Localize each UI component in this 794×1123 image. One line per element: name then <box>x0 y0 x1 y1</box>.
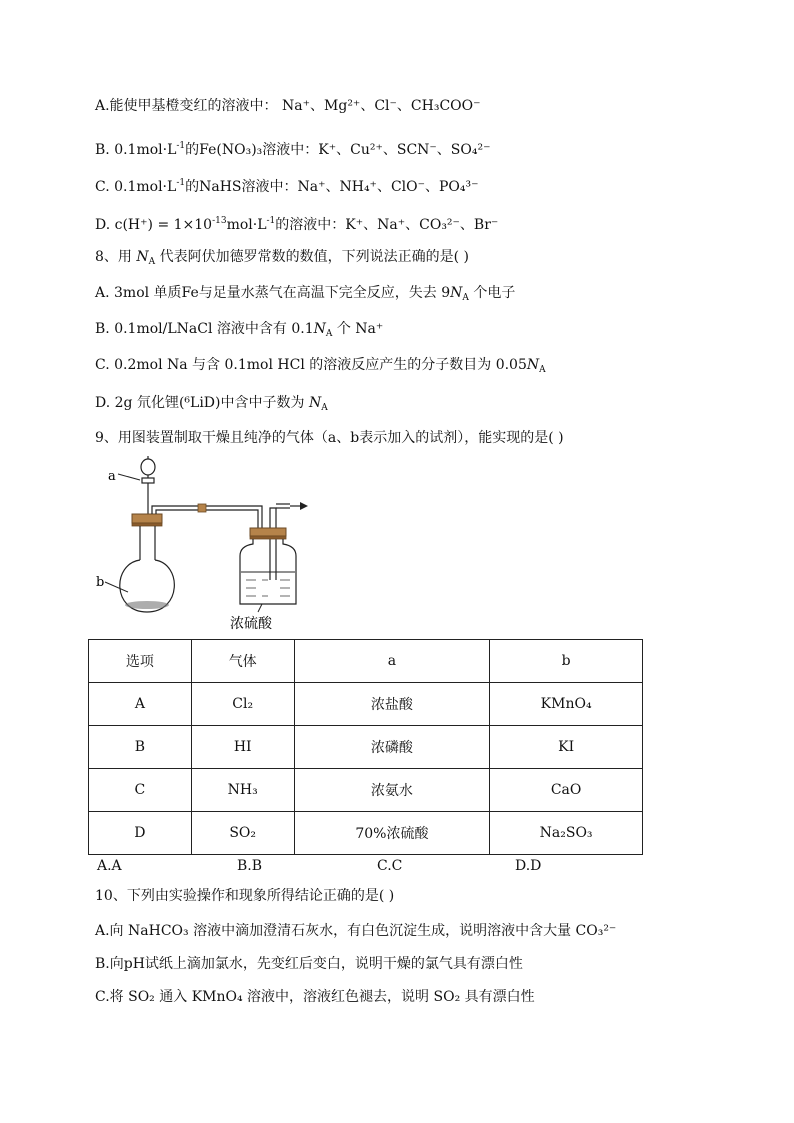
avogadro-sub: A <box>148 257 156 267</box>
q7-option-d <box>95 211 498 235</box>
table-cell: 浓盐酸 <box>294 683 490 726</box>
table-cell: 浓磷酸 <box>294 726 490 769</box>
answer-choice: B.B <box>237 858 263 874</box>
q7-option-a: A.能使甲基橙变红的溶液中： Na⁺、Mg²⁺、Cl⁻、CH₃COO⁻ <box>95 98 481 114</box>
rubber-connector <box>198 504 206 512</box>
q8-b-text: B. 0.1mol/LNaCl 溶液中含有 0.1 <box>95 321 314 337</box>
q7-b-sup: -1 <box>176 141 186 151</box>
q7-d-sup2: -1 <box>266 216 276 226</box>
table-cell: Na₂SO₃ <box>490 812 643 855</box>
table-header: 气体 <box>191 640 294 683</box>
table-cell: HI <box>191 726 294 769</box>
q8-stem-b: 代表阿伏加德罗常数的数值，下列说法正确的是( ) <box>159 249 469 265</box>
bottle-caption: 浓硫酸 <box>230 616 272 632</box>
ion: Na⁺ <box>282 98 311 114</box>
table-header: b <box>490 640 643 683</box>
table-row <box>89 683 643 726</box>
avogadro-symbol: N <box>450 285 463 301</box>
table-cell: A <box>89 683 192 726</box>
answer-choice: A.A <box>97 858 122 874</box>
q7-c-sup: -1 <box>176 178 186 188</box>
flask-stopper <box>132 514 162 523</box>
q8-a-tail: 个电子 <box>473 285 516 301</box>
q8-stem <box>95 247 469 272</box>
q7-b-mid: 的 <box>185 142 200 158</box>
q7-c-mid: 的NaHS溶液中： <box>185 179 298 195</box>
q8-d-text: D. 2g 氘化锂(⁶LiD)中含中子数为 <box>95 395 309 411</box>
table-row <box>89 769 643 812</box>
q10-stem: 10、下列由实验操作和现象所得结论正确的是( ) <box>95 888 395 904</box>
q7-d-prefix: D. c(H⁺) = 1×10 <box>95 217 213 233</box>
q7-option-c <box>95 173 479 197</box>
apparatus-diagram <box>90 452 320 637</box>
q7-c-prefix: C. 0.1mol·L <box>95 179 177 195</box>
table-header: a <box>294 640 490 683</box>
avogadro-symbol: N <box>136 249 149 265</box>
q7-b-after: 溶液中： <box>262 142 319 158</box>
avogadro-symbol: N <box>526 357 540 373</box>
table-header-row <box>89 640 643 683</box>
q8-stem-a: 8、用 <box>95 249 132 265</box>
table-row <box>89 812 643 855</box>
q8-b-tail: 个 Na⁺ <box>336 321 384 337</box>
table-cell: CaO <box>490 769 643 812</box>
label-a: a <box>108 469 116 484</box>
q7-d-sup1: -13 <box>212 216 227 226</box>
arrow-icon <box>300 502 308 510</box>
table-cell: D <box>89 812 192 855</box>
q7-b-formula: Fe(NO₃)₃ <box>199 142 263 158</box>
answer-choice: C.C <box>377 858 403 874</box>
separatory-funnel <box>141 456 155 514</box>
table-cell: KMnO₄ <box>490 683 643 726</box>
bottle-stopper <box>250 528 286 536</box>
ion: Mg²⁺ <box>324 98 361 114</box>
table-row <box>89 726 643 769</box>
table-cell: SO₂ <box>191 812 294 855</box>
q8-option-a <box>95 283 515 308</box>
q8-option-c <box>95 355 546 380</box>
delivery-tube <box>152 504 290 580</box>
q9-answer-choices <box>97 858 541 874</box>
q8-option-d <box>95 393 328 418</box>
ion: Cl⁻ <box>374 98 397 114</box>
q7-b-ions: K⁺、Cu²⁺、SCN⁻、SO₄²⁻ <box>318 142 491 158</box>
table-cell: 浓氨水 <box>294 769 490 812</box>
q8-option-b <box>95 319 383 344</box>
avogadro-sub: A <box>325 329 333 339</box>
q7-option-b <box>95 136 491 160</box>
q10-option-c: C.将 SO₂ 通入 KMnO₄ 溶液中，溶液红色褪去，说明 SO₂ 具有漂白性 <box>95 989 535 1005</box>
ion: CH₃COO⁻ <box>410 98 481 114</box>
answer-choice: D.D <box>515 858 542 874</box>
avogadro-sub: A <box>321 403 328 413</box>
q8-a-text: A. 3mol 单质Fe与足量水蒸气在高温下完全反应，失去 9 <box>95 285 451 301</box>
q7-d-ions: K⁺、Na⁺、CO₃²⁻、Br⁻ <box>345 217 499 233</box>
options-table <box>88 639 643 855</box>
q7-d-unit: mol·L <box>226 217 267 233</box>
table-cell: KI <box>490 726 643 769</box>
q7-c-ions: Na⁺、NH₄⁺、ClO⁻、PO₄³⁻ <box>297 179 479 195</box>
avogadro-sub: A <box>539 365 546 375</box>
avogadro-symbol: N <box>313 321 326 337</box>
label-b: b <box>96 575 105 590</box>
table-cell: NH₃ <box>191 769 294 812</box>
q7-option-a-text: A.能使甲基橙变红的溶液中： <box>95 98 278 114</box>
q9-stem: 9、用图装置制取干燥且纯净的气体（a、b表示加入的试剂），能实现的是( ) <box>95 430 564 446</box>
avogadro-sub: A <box>462 293 469 303</box>
q8-c-text: C. 0.2mol Na 与含 0.1mol HCl 的溶液反应产生的分子数目为 0.05 <box>95 357 527 373</box>
avogadro-symbol: N <box>308 395 322 411</box>
table-cell: Cl₂ <box>191 683 294 726</box>
q7-d-after: 的溶液中： <box>275 217 346 233</box>
q10-option-a: A.向 NaHCO₃ 溶液中滴加澄清石灰水，有白色沉淀生成，说明溶液中含大量 CO₃²⁻ <box>95 923 617 939</box>
table-header: 选项 <box>89 640 192 683</box>
q7-b-prefix: B. 0.1mol·L <box>95 142 177 158</box>
table-cell: B <box>89 726 192 769</box>
table-cell: C <box>89 769 192 812</box>
round-bottom-flask <box>120 526 175 612</box>
q10-option-b: B.向pH试纸上滴加氯水，先变红后变白，说明干燥的氯气具有漂白性 <box>95 956 523 972</box>
table-cell: 70%浓硫酸 <box>294 812 490 855</box>
